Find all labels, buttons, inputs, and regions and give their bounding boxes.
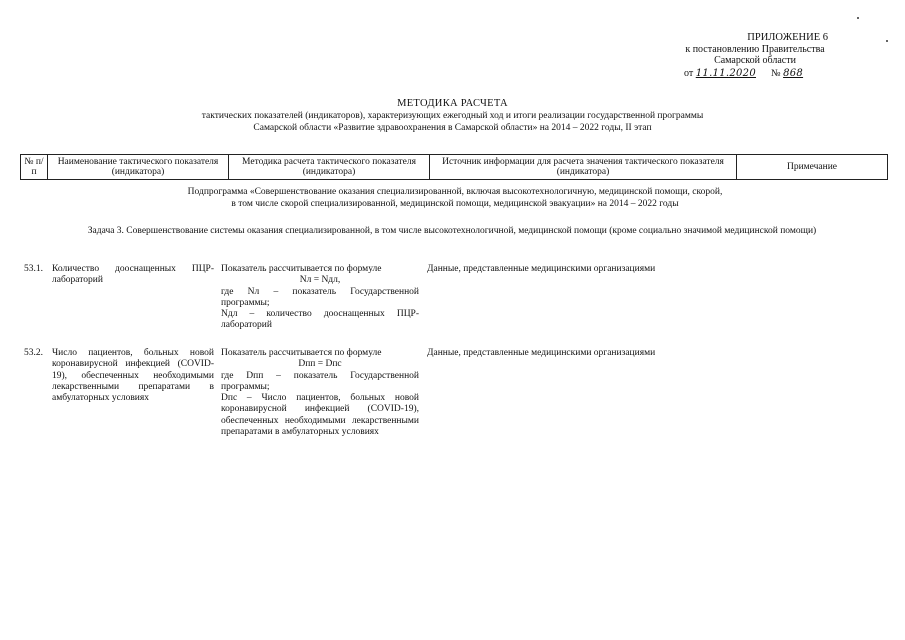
formula: Nл = Nдл, [299, 275, 341, 286]
subprogram-line-1: Подпрограмма «Совершенствование оказания специализированной, включая высокотехнологичную, медицинской помощи, скорой, [187, 187, 723, 197]
row-number: 53.2. [24, 348, 43, 358]
header-col-source: Источник информации для расчета значения тактического показателя (индикатора) [430, 155, 737, 180]
methodology-table-header [20, 154, 888, 180]
formula-definition: Dпс – Число пациентов, больных новой коронавирусной инфекцией (COVID-19), обеспеченных необходимыми лекарственными препаратами в амбулаторных условиях [221, 393, 419, 438]
header-col-name: Наименование тактического показателя (индикатора) [48, 155, 229, 180]
row-number: 53.1. [24, 264, 43, 274]
appendix-line-2: Самарской области [714, 55, 796, 66]
appendix-date: 11.11.2020 [695, 67, 757, 79]
subprogram-heading [110, 187, 800, 210]
formula: Dпп = Dпс [298, 359, 342, 370]
appendix-line-1: к постановлению Правительства [685, 43, 825, 55]
document-subtitle-line-1: тактических показателей (индикаторов), характеризующих ежегодный ход и итоги реализации государственной программы [201, 111, 704, 121]
table-header-row [21, 155, 888, 180]
document-subtitle [120, 111, 785, 134]
formula-definition: где Nл – показатель Государственной программы; [221, 286, 419, 308]
data-source: Данные, представленные медицинскими организациями [427, 348, 656, 358]
formula-definition: где Dпп – показатель Государственной программы; [221, 370, 419, 392]
appendix-signature-line [660, 68, 850, 80]
subprogram-line-2: в том числе скорой специализированной, медицинской помощи, медицинской эвакуации» на 2014 – 2022 годы [231, 198, 679, 209]
scan-speck [886, 40, 888, 42]
appendix-title: ПРИЛОЖЕНИЕ 6 [747, 32, 828, 43]
calculation-method [221, 348, 419, 438]
document-title: МЕТОДИКА РАСЧЕТА [397, 98, 508, 109]
formula-definition: Nдл – количество дооснащенных ПЦР-лабораторий [221, 309, 419, 331]
appendix-number-label: № [771, 67, 781, 79]
indicator-name: Количество дооснащенных ПЦР-лабораторий [52, 264, 214, 286]
task-heading: Задача 3. Совершенствование системы оказания специализированной, в том числе высокотехнологичной, медицинской помощи (кроме социально значимой медицинской помощи) [87, 226, 817, 236]
calculation-method [221, 264, 419, 332]
method-intro: Показатель рассчитывается по формуле [221, 264, 382, 274]
header-col-method: Методика расчета тактического показателя (индикатора) [229, 155, 430, 180]
appendix-block [660, 32, 850, 79]
method-intro: Показатель рассчитывается по формуле [221, 348, 382, 358]
document-subtitle-line-2: Самарской области «Развитие здравоохранения в Самарской области» на 2014 – 2022 годы, II этап [253, 122, 652, 133]
data-source: Данные, представленные медицинскими организациями [427, 264, 656, 274]
appendix-number: 868 [783, 67, 804, 79]
indicator-name: Число пациентов, больных новой коронавирусной инфекцией (COVID-19), обеспеченных необходимыми лекарственными препаратами в амбулаторных условиях [52, 348, 214, 404]
header-col-num: № п/п [21, 155, 48, 180]
appendix-from-label: от [684, 67, 694, 79]
scan-speck [857, 17, 859, 19]
header-col-note: Примечание [737, 155, 888, 180]
